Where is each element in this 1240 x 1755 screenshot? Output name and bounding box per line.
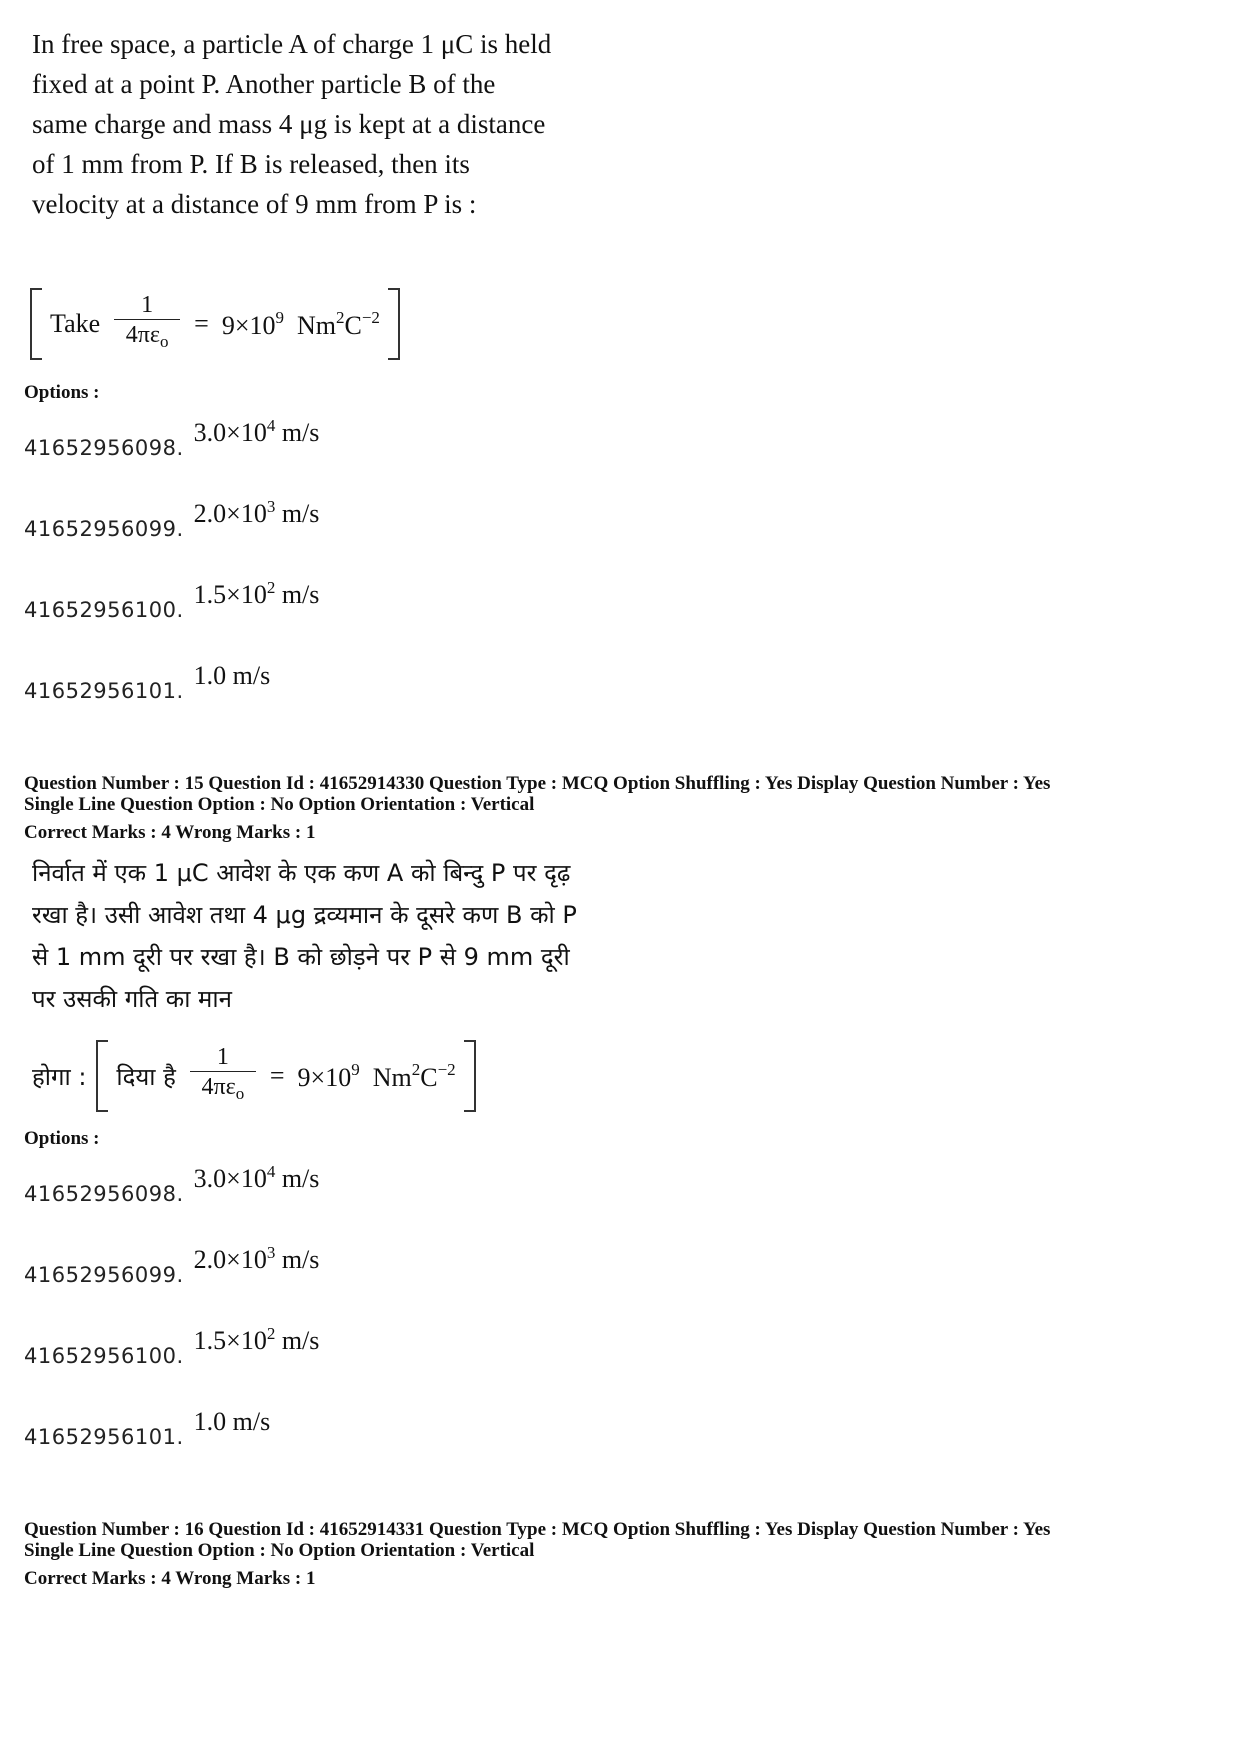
meta-line-2: Single Line Question Option : No Option Orientation : Vertical bbox=[24, 794, 535, 815]
question-15-meta bbox=[24, 773, 1050, 843]
option-row[interactable] bbox=[24, 1162, 320, 1206]
option-row[interactable] bbox=[24, 661, 271, 703]
option-row[interactable] bbox=[24, 1407, 271, 1449]
formula-fraction bbox=[114, 291, 180, 357]
option-exponent: 4 bbox=[266, 416, 276, 435]
option-id: 41652956098. bbox=[24, 436, 184, 460]
formula-unit bbox=[297, 308, 380, 341]
formula-fraction bbox=[190, 1043, 256, 1109]
option-value bbox=[194, 1162, 320, 1194]
option-mantissa: 3.0×10 bbox=[193, 418, 267, 447]
value-exponent: 9 bbox=[351, 1059, 360, 1079]
unit2-exponent: −2 bbox=[437, 1059, 456, 1079]
right-bracket bbox=[388, 288, 400, 360]
formula-equals: = bbox=[194, 309, 209, 338]
option-value bbox=[194, 1405, 271, 1437]
option-id: 41652956101. bbox=[24, 679, 184, 703]
meta-line-3: Correct Marks : 4 Wrong Marks : 1 bbox=[24, 822, 316, 843]
option-exponent: 4 bbox=[266, 1162, 276, 1181]
option-unit: m/s bbox=[281, 418, 320, 447]
unit-base: Nm bbox=[372, 1062, 412, 1092]
option-exponent: 3 bbox=[266, 497, 276, 516]
option-exponent: 3 bbox=[266, 1243, 276, 1262]
option-unit: m/s bbox=[281, 1164, 320, 1193]
option-unit: m/s bbox=[281, 580, 320, 609]
option-id: 41652956101. bbox=[24, 1425, 184, 1449]
fraction-numerator: 1 bbox=[141, 292, 154, 318]
option-mantissa: 1.5×10 bbox=[193, 1326, 267, 1355]
option-unit: m/s bbox=[281, 1245, 320, 1274]
option-value bbox=[194, 497, 320, 529]
option-id: 41652956100. bbox=[24, 1344, 184, 1368]
formula-lead: होगा : bbox=[32, 1062, 87, 1091]
formula-value bbox=[222, 308, 284, 341]
fraction-denominator bbox=[126, 320, 169, 357]
unit2-exponent: −2 bbox=[361, 307, 380, 327]
option-value bbox=[194, 578, 320, 610]
option-mantissa: 1.0 m/s bbox=[193, 661, 271, 690]
option-id: 41652956100. bbox=[24, 598, 184, 622]
option-unit: m/s bbox=[281, 499, 320, 528]
option-mantissa: 3.0×10 bbox=[193, 1164, 267, 1193]
option-exponent: 2 bbox=[266, 578, 276, 597]
left-bracket bbox=[30, 288, 42, 360]
option-row[interactable] bbox=[24, 416, 320, 460]
option-row[interactable] bbox=[24, 1324, 320, 1368]
question-14-text: In free space, a particle A of charge 1 μC is held fixed at a point P. Another particle B of the same charge and mass 4 μg is kept at a distance of 1 mm from P. If B is released, then its velocity at a distance of 9 mm from P is : bbox=[32, 29, 552, 219]
option-value bbox=[194, 659, 271, 691]
option-row[interactable] bbox=[24, 1243, 320, 1287]
denominator-subscript: o bbox=[160, 332, 169, 351]
option-mantissa: 1.5×10 bbox=[193, 580, 267, 609]
question-16-meta bbox=[24, 1519, 1050, 1589]
question-15-text: निर्वात में एक 1 μC आवेश के एक कण A को बिन्दु P पर दृढ़ रखा है। उसी आवेश तथा 4 μg द्रव्यमान के दूसरे कण B को P से 1 mm दूरी पर रखा है। B को छोड़ने पर P से 9 mm दूरी पर उसकी गति का मान bbox=[32, 859, 577, 1013]
formula-unit bbox=[373, 1060, 456, 1093]
unit2-base: C bbox=[420, 1062, 438, 1092]
formula-prefix: दिया है bbox=[116, 1062, 176, 1091]
options-label: Options : bbox=[24, 1128, 100, 1149]
option-id: 41652956099. bbox=[24, 1263, 184, 1287]
right-bracket bbox=[464, 1040, 476, 1112]
denominator-subscript: o bbox=[235, 1084, 245, 1103]
meta-line-2: Single Line Question Option : No Option Orientation : Vertical bbox=[24, 1540, 535, 1561]
option-value bbox=[194, 1324, 320, 1356]
meta-line-1: Question Number : 15 Question Id : 41652914330 Question Type : MCQ Option Shuffling : Yes Display Question Number : Yes bbox=[24, 773, 1051, 794]
formula-equals: = bbox=[269, 1061, 285, 1090]
denominator-text: 4πε bbox=[201, 1074, 236, 1100]
unit-base: Nm bbox=[297, 310, 336, 340]
denominator-text: 4πε bbox=[125, 322, 160, 348]
option-mantissa: 2.0×10 bbox=[193, 1245, 267, 1274]
left-bracket bbox=[96, 1040, 108, 1112]
value-base: 9×10 bbox=[221, 310, 276, 340]
option-unit: m/s bbox=[281, 1326, 320, 1355]
option-value bbox=[194, 1243, 320, 1275]
fraction-denominator bbox=[202, 1072, 245, 1109]
unit-exponent: 2 bbox=[411, 1059, 421, 1079]
option-value bbox=[194, 416, 320, 448]
fraction-numerator: 1 bbox=[216, 1044, 229, 1070]
question-15-formula bbox=[32, 1040, 476, 1112]
options-label: Options : bbox=[24, 382, 100, 403]
option-mantissa: 1.0 m/s bbox=[193, 1407, 271, 1436]
value-exponent: 9 bbox=[275, 307, 284, 327]
unit-exponent: 2 bbox=[336, 307, 345, 327]
option-row[interactable] bbox=[24, 497, 320, 541]
meta-line-3: Correct Marks : 4 Wrong Marks : 1 bbox=[24, 1568, 316, 1589]
value-base: 9×10 bbox=[297, 1062, 352, 1092]
option-row[interactable] bbox=[24, 578, 320, 622]
meta-line-1: Question Number : 16 Question Id : 41652914331 Question Type : MCQ Option Shuffling : Yes Display Question Number : Yes bbox=[24, 1519, 1051, 1540]
option-id: 41652956099. bbox=[24, 517, 184, 541]
unit2-base: C bbox=[344, 310, 362, 340]
option-exponent: 2 bbox=[266, 1324, 276, 1343]
formula-prefix: Take bbox=[50, 309, 101, 338]
formula-value bbox=[298, 1060, 360, 1093]
option-mantissa: 2.0×10 bbox=[193, 499, 267, 528]
option-id: 41652956098. bbox=[24, 1182, 184, 1206]
question-14-formula bbox=[30, 288, 400, 360]
